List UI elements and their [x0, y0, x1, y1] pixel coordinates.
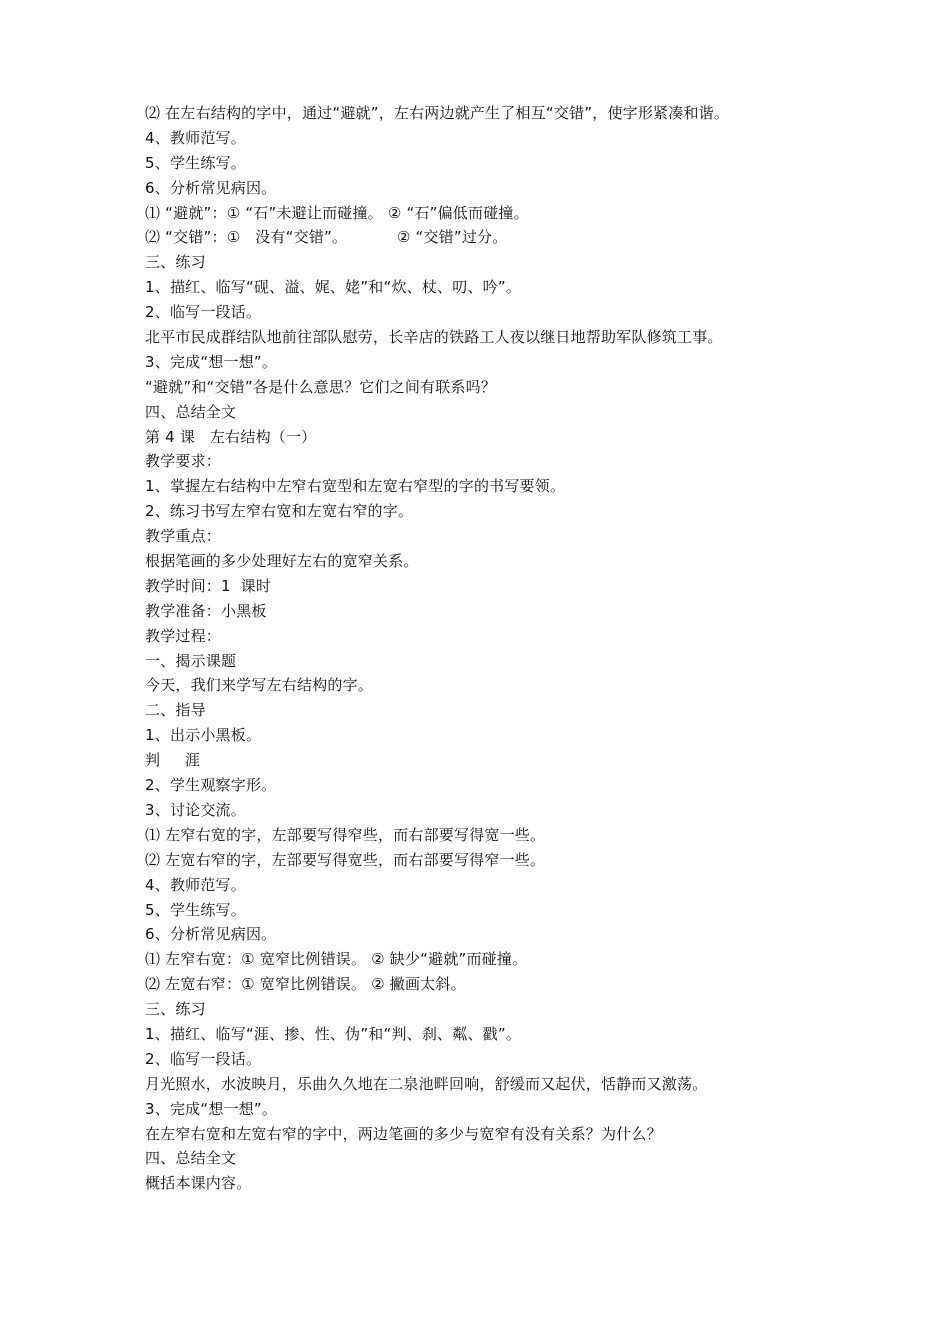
- text-line: ⑵ 左宽右窄：① 宽窄比例错误。 ② 撇画太斜。: [145, 975, 466, 994]
- text-line: 2、临写一段话。: [145, 1049, 262, 1068]
- text-line: “避就”和“交错”各是什么意思？它们之间有联系吗？: [145, 377, 497, 396]
- text-line: 教学要求：: [145, 452, 222, 471]
- text-line: 根据笔画的多少处理好左右的宽窄关系。: [145, 552, 419, 571]
- text-line: 教学准备：小黑板: [145, 601, 267, 620]
- text-line: ⑵ 在左右结构的字中，通过“避就”，左右两边就产生了相互“交错”，使字形紧凑和谐。: [145, 104, 730, 122]
- text-line: 概括本课内容。: [145, 1174, 252, 1193]
- text-line: ⑴ 左窄右宽：① 宽窄比例错误。 ② 缺少“避就”而碰撞。: [145, 950, 528, 969]
- text-line: 3、完成“想一想”。: [145, 352, 278, 371]
- text-line: 1、出示小黑板。: [145, 726, 262, 745]
- text-line: 6、分析常见病因。: [145, 178, 277, 197]
- lesson-title: 第 4 课 左右结构（一）: [145, 427, 317, 446]
- text-line: 1、描红、临写“砚、溢、娓、姥”和“炊、杖、叨、吟”。: [145, 278, 522, 297]
- text-line: ⑴ “避就”：① “石”未避让而碰撞。 ② “石”偏低而碰撞。: [145, 203, 529, 222]
- text-line: 2、学生观察字形。: [145, 776, 277, 795]
- text-line: 2、练习书写左窄右宽和左宽右窄的字。: [145, 502, 414, 521]
- text-line: 北平市民成群结队地前往部队慰劳，长辛店的铁路工人夜以继日地帮助军队修筑工事。: [145, 328, 723, 347]
- text-line: 教学过程：: [145, 626, 222, 645]
- section-heading: 三、练习: [145, 1000, 206, 1019]
- text-line: 4、教师范写。: [145, 875, 246, 894]
- document-body: [145, 101, 845, 1196]
- text-line: ⑵ “交错”：① 没有“交错”。 ② “交错”过分。: [145, 228, 508, 247]
- text-line: 3、讨论交流。: [145, 800, 246, 819]
- text-line: 教学重点：: [145, 527, 222, 546]
- text-line: 教学时间：1 课时: [145, 576, 272, 595]
- section-heading: 一、揭示课题: [145, 651, 237, 670]
- text-line: 月光照水，水波映月，乐曲久久地在二泉池畔回响，舒缓而又起伏，恬静而又激荡。: [145, 1074, 708, 1093]
- example-characters: 判 涯: [145, 751, 201, 770]
- text-line: 2、临写一段话。: [145, 303, 262, 322]
- text-line: 1、掌握左右结构中左窄右宽型和左宽右窄型的字的书写要领。: [145, 477, 566, 496]
- text-line: 今天，我们来学写左右结构的字。: [145, 676, 374, 695]
- text-line: 3、完成“想一想”。: [145, 1099, 278, 1118]
- text-line: 在左窄右宽和左宽右窄的字中，两边笔画的多少与宽窄有没有关系？为什么？: [145, 1124, 662, 1143]
- section-heading: 四、总结全文: [145, 402, 237, 421]
- section-heading: 四、总结全文: [145, 1149, 237, 1168]
- text-line: ⑴ 左窄右宽的字，左部要写得窄些，而右部要写得宽一些。: [145, 825, 546, 844]
- text-line: 5、学生练写。: [145, 153, 246, 172]
- text-line: 5、学生练写。: [145, 900, 246, 919]
- section-heading: 二、指导: [145, 701, 206, 720]
- text-line: ⑵ 左宽右窄的字，左部要写得宽些，而右部要写得窄一些。: [145, 850, 546, 869]
- text-line: 4、教师范写。: [145, 128, 246, 147]
- text-line: 1、描红、临写“涯、掺、性、伪”和“判、刹、粼、戳”。: [145, 1024, 522, 1043]
- section-heading: 三、练习: [145, 253, 206, 272]
- text-line: 6、分析常见病因。: [145, 925, 277, 944]
